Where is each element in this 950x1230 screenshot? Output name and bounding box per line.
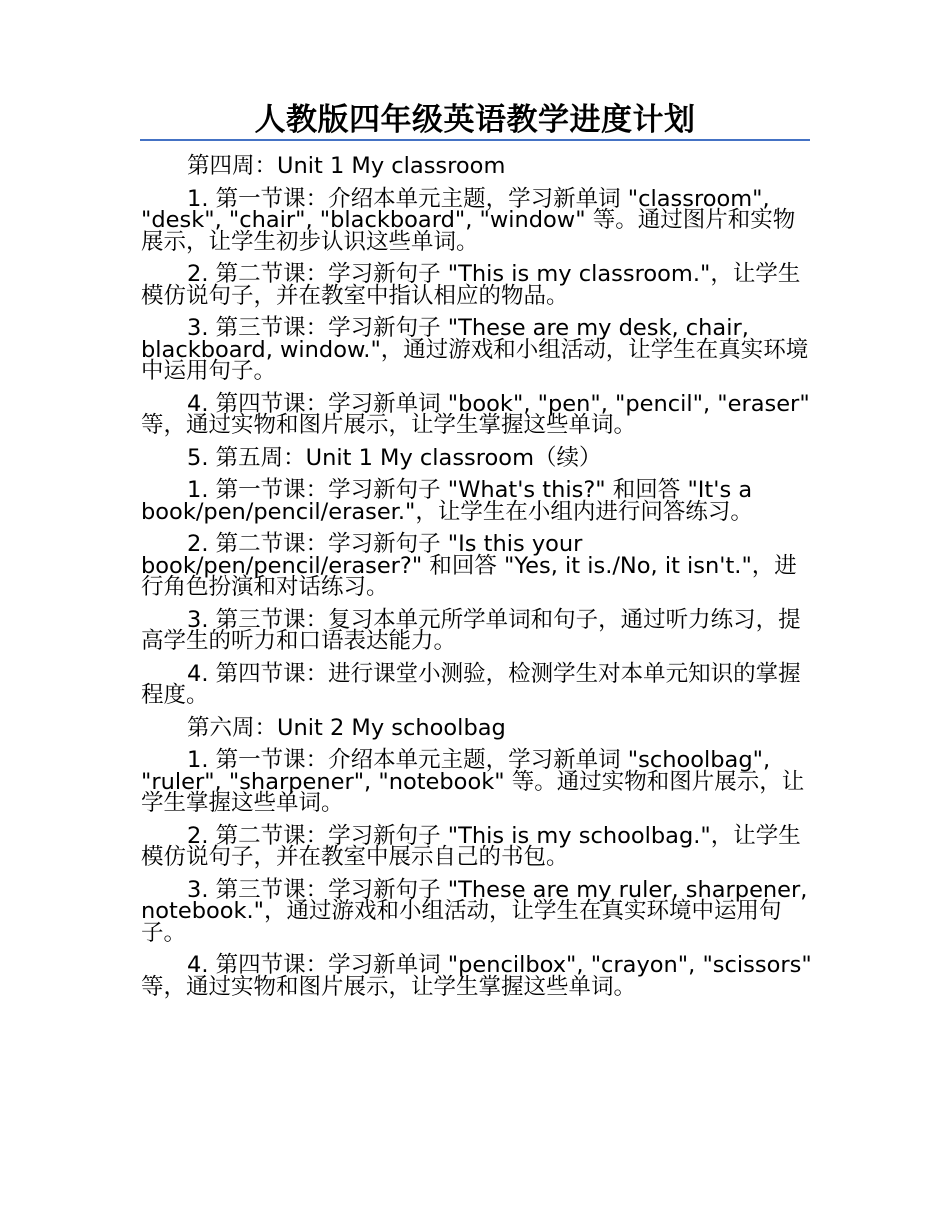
lesson-paragraph: 4. 第四节课：学习新单词 "book", "pen", "pencil", "eraser" 等，通过实物和图片展示，让学生掌握这些单词。	[141, 390, 810, 438]
lesson-paragraph: 3. 第三节课：学习新句子 "These are my ruler, sharpener, notebook."，通过游戏和小组活动，让学生在真实环境中运用句子。	[141, 876, 808, 946]
lesson-paragraph: 4. 第四节课：进行课堂小测验，检测学生对本单元知识的掌握程度。	[141, 660, 801, 708]
lesson-paragraph: 1. 第一节课：介绍本单元主题，学习新单词 "classroom", "desk", "chair", "blackboard", "window" 等。通过图片和实物展示，让学生初步认识这些单词。	[141, 185, 796, 255]
week-heading: 5. 第五周：Unit 1 My classroom（续）	[187, 444, 602, 471]
lesson-paragraph: 2. 第二节课：学习新句子 "This is my classroom."，让学生模仿说句子，并在教室中指认相应的物品。	[141, 261, 801, 309]
document-body	[141, 153, 813, 1009]
document-title: 人教版四年级英语教学进度计划	[254, 102, 696, 138]
lesson-paragraph: 1. 第一节课：学习新句子 "What's this?" 和回答 "It's a book/pen/pencil/eraser."，让学生在小组内进行问答练习。	[141, 477, 753, 525]
lesson-paragraph: 3. 第三节课：复习本单元所学单词和句子，通过听力练习，提高学生的听力和口语表达能力。	[141, 606, 801, 654]
week-heading: 第四周：Unit 1 My classroom	[187, 153, 506, 179]
title-underline	[140, 139, 810, 141]
week-heading: 第六周：Unit 2 My schoolbag	[187, 714, 506, 741]
lesson-paragraph: 1. 第一节课：介绍本单元主题，学习新单词 "schoolbag", "ruler", "sharpener", "notebook" 等。通过实物和图片展示，让学生掌握这些单词。	[141, 747, 805, 816]
lesson-paragraph: 2. 第二节课：学习新句子 "Is this your book/pen/pencil/eraser?" 和回答 "Yes, it is./No, it isn't."，进行角色扮演和对话练习。	[141, 531, 797, 600]
lesson-paragraph: 3. 第三节课：学习新句子 "These are my desk, chair, blackboard, window."，通过游戏和小组活动，让学生在真实环境中运用句子。	[141, 315, 809, 384]
lesson-paragraph: 2. 第二节课：学习新句子 "This is my schoolbag."，让学生模仿说句子，并在教室中展示自己的书包。	[141, 822, 801, 870]
lesson-paragraph: 4. 第四节课：学习新单词 "pencilbox", "crayon", "scissors" 等，通过实物和图片展示，让学生掌握这些单词。	[141, 952, 812, 1000]
